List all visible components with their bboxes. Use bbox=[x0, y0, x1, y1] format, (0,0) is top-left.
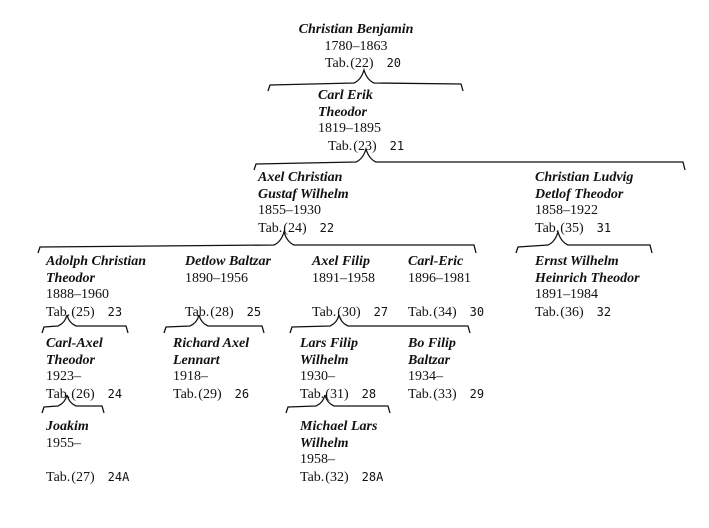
person-dates: 1930– bbox=[300, 369, 335, 384]
handwritten-note: 28 bbox=[361, 386, 377, 401]
tab-reference: Tab.(33) 29 bbox=[408, 386, 485, 402]
tab-reference: Tab.(22) 20 bbox=[324, 56, 402, 71]
handwritten-note: 20 bbox=[386, 56, 402, 70]
person-dates: 1891–1958 bbox=[312, 270, 375, 286]
person-christian-ludvig bbox=[535, 170, 633, 237]
person-name: Axel Filip bbox=[312, 254, 370, 269]
handwritten-note: 25 bbox=[246, 304, 262, 319]
person-carl-erik bbox=[318, 88, 404, 155]
handwritten-note: 28A bbox=[361, 469, 384, 484]
tab-reference: Tab.(24) 22 bbox=[258, 220, 335, 236]
handwritten-note: 26 bbox=[234, 386, 250, 401]
tab-reference: Tab.(36) 32 bbox=[535, 304, 612, 320]
person-dates: 1891–1984 bbox=[535, 287, 598, 302]
person-dates: 1896–1981 bbox=[408, 270, 471, 286]
person-dates: 1858–1922 bbox=[535, 203, 598, 218]
person-dates: 1955– bbox=[46, 435, 81, 451]
person-michael-lars bbox=[300, 419, 383, 486]
person-name: Adolph Christian Theodor bbox=[46, 254, 146, 286]
person-dates: 1923– bbox=[46, 369, 81, 384]
person-dates: 1780–1863 bbox=[324, 38, 388, 54]
tab-reference: Tab.(31) 28 bbox=[300, 386, 377, 402]
person-dates: 1934– bbox=[408, 369, 443, 384]
person-lars-filip bbox=[300, 336, 376, 403]
connector-axel-christian-children bbox=[38, 232, 476, 253]
tab-reference: Tab.(34) 30 bbox=[408, 304, 485, 320]
person-detlow-baltzar bbox=[185, 254, 271, 321]
handwritten-note: 29 bbox=[469, 386, 485, 401]
person-ernst-wilhelm bbox=[535, 254, 640, 321]
tab-reference: Tab.(23) 21 bbox=[328, 138, 405, 154]
person-name: Richard Axel Lennart bbox=[173, 336, 250, 368]
handwritten-note: 30 bbox=[469, 304, 485, 319]
person-name: Axel Christian Gustaf Wilhelm bbox=[258, 170, 349, 202]
person-name: Joakim bbox=[46, 419, 89, 434]
handwritten-note: 24A bbox=[107, 469, 130, 484]
person-name: Lars Filip Wilhelm bbox=[300, 336, 358, 368]
handwritten-note: 24 bbox=[107, 386, 123, 401]
person-dates: 1890–1956 bbox=[185, 270, 248, 286]
person-dates: 1819–1895 bbox=[318, 121, 381, 136]
handwritten-note: 31 bbox=[596, 220, 612, 235]
handwritten-note: 32 bbox=[596, 304, 612, 319]
handwritten-note: 22 bbox=[319, 220, 335, 235]
tab-reference: Tab.(35) 31 bbox=[535, 220, 612, 236]
person-christian-benjamin bbox=[287, 22, 425, 73]
person-name: Detlow Baltzar bbox=[185, 254, 271, 269]
tab-reference: Tab.(25) 23 bbox=[46, 304, 123, 320]
tab-reference: Tab.(30) 27 bbox=[312, 304, 389, 320]
handwritten-note: 23 bbox=[107, 304, 123, 319]
tab-reference: Tab.(32) 28A bbox=[300, 469, 384, 485]
person-dates: 1855–1930 bbox=[258, 203, 321, 218]
person-name: Carl Erik Theodor bbox=[318, 88, 373, 120]
person-bo-filip bbox=[408, 336, 484, 403]
person-dates: 1918– bbox=[173, 369, 208, 384]
person-dates: 1958– bbox=[300, 452, 335, 467]
person-name: Michael Lars Wilhelm bbox=[300, 419, 378, 451]
person-name: Ernst Wilhelm Heinrich Theodor bbox=[535, 254, 640, 286]
handwritten-note: 21 bbox=[389, 138, 405, 153]
handwritten-note: 27 bbox=[373, 304, 389, 319]
person-axel-filip bbox=[312, 254, 388, 321]
tab-reference: Tab.(26) 24 bbox=[46, 386, 123, 402]
person-richard-axel bbox=[173, 336, 249, 403]
person-name: Christian Benjamin bbox=[298, 22, 414, 37]
person-name: Bo Filip Baltzar bbox=[408, 336, 456, 368]
person-carl-eric bbox=[408, 254, 484, 321]
person-dates: 1888–1960 bbox=[46, 287, 109, 302]
person-name: Christian Ludvig Detlof Theodor bbox=[535, 170, 634, 202]
person-axel-christian bbox=[258, 170, 349, 237]
person-joakim bbox=[46, 419, 129, 486]
person-adolph-christian bbox=[46, 254, 146, 321]
tab-reference: Tab.(28) 25 bbox=[185, 304, 262, 320]
person-name: Carl-Axel Theodor bbox=[46, 336, 103, 368]
tab-reference: Tab.(29) 26 bbox=[173, 386, 250, 402]
person-carl-axel bbox=[46, 336, 122, 403]
tab-reference: Tab.(27) 24A bbox=[46, 469, 130, 485]
person-name: Carl-Eric bbox=[408, 254, 464, 269]
